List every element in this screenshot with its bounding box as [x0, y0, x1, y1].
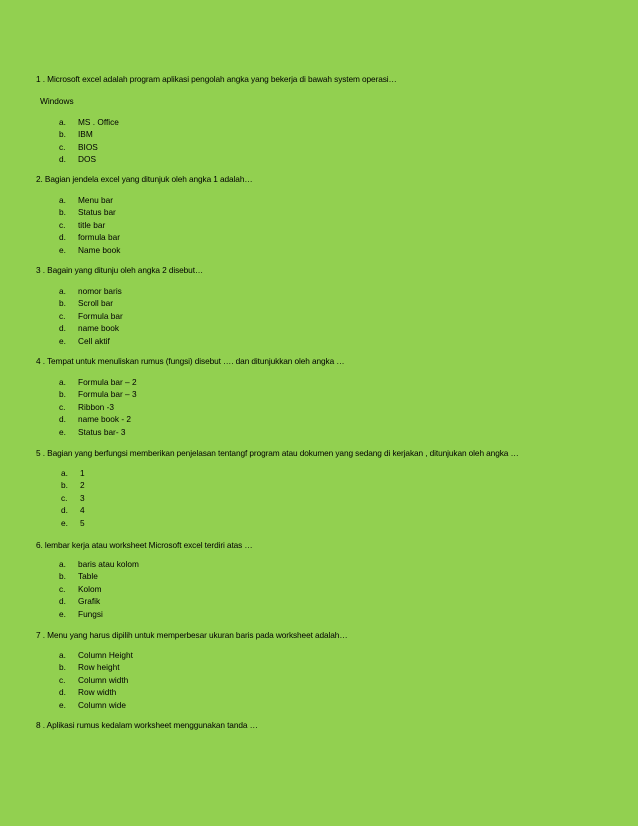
option-text: Menu bar — [78, 195, 114, 205]
option-text: Formula bar – 2 — [78, 377, 137, 387]
option-letter: b. — [59, 662, 66, 673]
option-text: 2 — [80, 480, 85, 491]
option-letter: c. — [59, 674, 66, 685]
option-text: Column width — [78, 674, 129, 685]
option-letter: a. — [59, 559, 66, 569]
question-6: 6. lembar kerja atau worksheet Microsoft excel terdiri atas … — [36, 540, 253, 550]
option-text: 4 — [80, 505, 85, 516]
option-text: nomor baris — [78, 286, 122, 296]
option-text: Table — [78, 571, 98, 582]
option-text: Status bar — [78, 207, 116, 218]
option-text: IBM — [78, 129, 93, 140]
option-letter: e. — [59, 699, 66, 710]
option-letter: c. — [59, 219, 66, 230]
option-text: BIOS — [78, 141, 98, 152]
option-letter: d. — [61, 505, 68, 516]
option-letter: a. — [59, 377, 66, 387]
option-letter: e. — [59, 426, 66, 437]
option-text: Ribbon -3 — [78, 401, 114, 412]
question-4: 4 . Tempat untuk menuliskan rumus (fungsi) disebut …. dan ditunjukkan oleh angka … — [36, 356, 345, 366]
option-letter: b. — [59, 298, 66, 309]
option-text: Formula bar — [78, 310, 123, 321]
option-letter: d. — [59, 154, 66, 165]
option-letter: b. — [59, 571, 66, 582]
option-text: title bar — [78, 219, 106, 230]
option-letter: e. — [59, 244, 66, 255]
option-text: Column wide — [78, 699, 126, 710]
option-letter: a. — [59, 286, 66, 296]
option-letter: d. — [59, 596, 66, 607]
question-5: 5 . Bagian yang berfungsi memberikan penjelasan tentangf program atau dokumen yang sedang di kerjakan , ditunjukan oleh angka … — [36, 448, 519, 458]
option-text: name book — [78, 323, 120, 334]
option-text: Cell aktif — [78, 335, 110, 346]
option-text: baris atau kolom — [78, 559, 139, 569]
option-letter: a. — [61, 468, 68, 478]
option-letter: b. — [59, 207, 66, 218]
option-text: 1 — [80, 468, 85, 478]
option-text: DOS — [78, 154, 96, 165]
option-letter: d. — [59, 414, 66, 425]
option-letter: c. — [59, 141, 66, 152]
option-letter: a. — [59, 117, 66, 127]
question-7: 7 . Menu yang harus dipilih untuk memperbesar ukuran baris pada worksheet adalah… — [36, 630, 348, 640]
option-text: Fungsi — [78, 608, 103, 619]
option-letter: c. — [59, 310, 66, 321]
option-text: Scroll bar — [78, 298, 114, 309]
option-letter: a. — [59, 650, 66, 660]
option-text: Row width — [78, 687, 117, 698]
option-text: Formula bar – 3 — [78, 389, 137, 400]
option-letter: c. — [59, 401, 66, 412]
option-letter: d. — [59, 232, 66, 243]
option-text: Grafik — [78, 596, 101, 607]
option-letter: b. — [61, 480, 68, 491]
option-letter: b. — [59, 389, 66, 400]
question-2: 2. Bagian jendela excel yang ditunjuk oleh angka 1 adalah… — [36, 174, 253, 184]
option-text: Kolom — [78, 583, 102, 594]
option-letter: d. — [59, 687, 66, 698]
option-letter: a. — [59, 195, 66, 205]
option-text: name book - 2 — [78, 414, 132, 425]
option-letter: e. — [59, 335, 66, 346]
option-letter: e. — [61, 517, 68, 528]
option-text: Name book — [78, 244, 121, 255]
option-letter: d. — [59, 323, 66, 334]
question-3: 3 . Bagain yang ditunju oleh angka 2 disebut… — [36, 265, 204, 275]
option-letter: b. — [59, 129, 66, 140]
question-8: 8 . Aplikasi rumus kedalam worksheet menggunakan tanda … — [36, 720, 258, 730]
option-letter: c. — [61, 492, 68, 503]
option-text: 3 — [80, 492, 85, 503]
option-letter: e. — [59, 608, 66, 619]
question-1-note: Windows — [40, 96, 74, 106]
option-text: Row height — [78, 662, 120, 673]
option-letter: c. — [59, 583, 66, 594]
option-text: Column Height — [78, 650, 133, 660]
option-text: formula bar — [78, 232, 120, 243]
option-text: 5 — [80, 517, 85, 528]
question-1: 1 . Microsoft excel adalah program aplikasi pengolah angka yang bekerja di bawah system operasi… — [36, 74, 397, 84]
option-text: Status bar- 3 — [78, 426, 126, 437]
option-text: MS . Office — [78, 117, 119, 127]
